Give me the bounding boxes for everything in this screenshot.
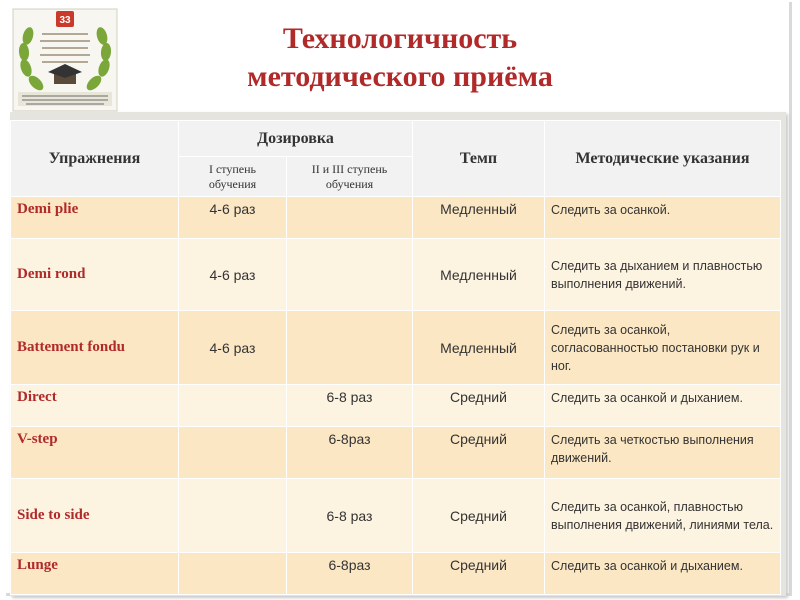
table-row xyxy=(11,239,781,311)
methodology-table xyxy=(10,120,781,595)
header-stage-1: I ступень обучения xyxy=(179,157,287,197)
method-notes: Следить за осанкой. xyxy=(545,197,781,239)
exercise-name: Lunge xyxy=(11,553,179,595)
exercise-name: Demi plie xyxy=(11,197,179,239)
page-title-line-1: Технологичность xyxy=(282,22,518,55)
exercise-name: Direct xyxy=(11,385,179,427)
header-dosage: Дозировка xyxy=(179,121,413,157)
logo-badge: 33 xyxy=(59,15,71,26)
dosage-stage-1: 4-6 раз xyxy=(179,239,287,311)
exercise-name: V-step xyxy=(11,427,179,479)
dosage-stage-2-3 xyxy=(287,239,413,311)
dosage-stage-1: 4-6 раз xyxy=(179,311,287,385)
dosage-stage-2-3 xyxy=(287,197,413,239)
dosage-stage-1 xyxy=(179,427,287,479)
page-title xyxy=(120,20,680,96)
page-title-line-2: методического приёма xyxy=(247,60,553,93)
table-row xyxy=(11,479,781,553)
dosage-stage-1 xyxy=(179,385,287,427)
dosage-stage-1: 4-6 раз xyxy=(179,197,287,239)
method-notes: Следить за дыханием и плавностью выполнения движений. xyxy=(545,239,781,311)
dosage-stage-1 xyxy=(179,553,287,595)
table-row xyxy=(11,197,781,239)
method-notes: Следить за осанкой, согласованностью постановки рук и ног. xyxy=(545,311,781,385)
dosage-stage-1 xyxy=(179,479,287,553)
method-notes: Следить за осанкой, плавностью выполнения движений, линиями тела. xyxy=(545,479,781,553)
tempo: Средний xyxy=(413,385,545,427)
dosage-stage-2-3: 6-8раз xyxy=(287,553,413,595)
header-tempo: Темп xyxy=(413,121,545,197)
method-notes: Следить за осанкой и дыханием. xyxy=(545,553,781,595)
dosage-stage-2-3: 6-8 раз xyxy=(287,479,413,553)
slide-header xyxy=(10,6,782,112)
method-notes: Следить за осанкой и дыханием. xyxy=(545,385,781,427)
table-row xyxy=(11,553,781,595)
tempo: Средний xyxy=(413,553,545,595)
tempo: Медленный xyxy=(413,197,545,239)
exercise-name: Battement fondu xyxy=(11,311,179,385)
exercise-name: Side to side xyxy=(11,479,179,553)
dosage-stage-2-3: 6-8 раз xyxy=(287,385,413,427)
tempo: Медленный xyxy=(413,239,545,311)
dosage-stage-2-3: 6-8раз xyxy=(287,427,413,479)
school-emblem-icon xyxy=(12,8,118,112)
table-row xyxy=(11,385,781,427)
dosage-stage-2-3 xyxy=(287,311,413,385)
header-stage-2-3: II и III ступень обучения xyxy=(287,157,413,197)
table-row xyxy=(11,311,781,385)
exercise-name: Demi rond xyxy=(11,239,179,311)
table-row xyxy=(11,427,781,479)
tempo: Средний xyxy=(413,427,545,479)
header-notes: Методические указания xyxy=(545,121,781,197)
tempo: Медленный xyxy=(413,311,545,385)
tempo: Средний xyxy=(413,479,545,553)
method-notes: Следить за четкостью выполнения движений. xyxy=(545,427,781,479)
header-exercises: Упражнения xyxy=(11,121,179,197)
